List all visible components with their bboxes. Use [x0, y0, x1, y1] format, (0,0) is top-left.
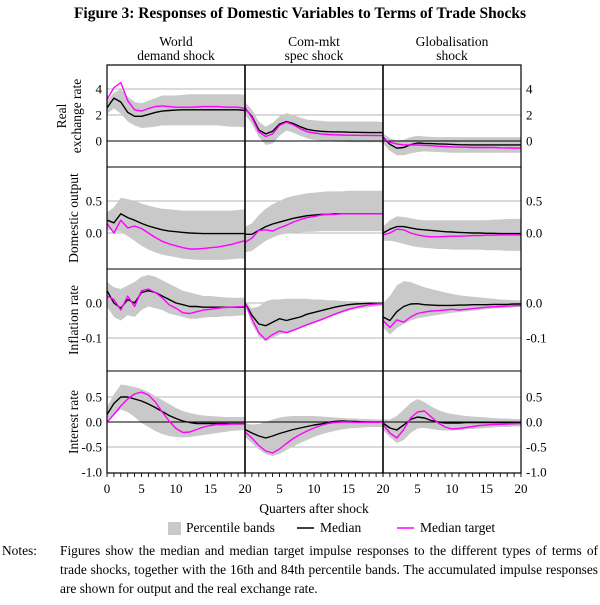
legend-item-1	[297, 520, 361, 535]
row-1	[66, 173, 542, 269]
row-0	[54, 79, 533, 167]
legend-band-swatch	[168, 522, 181, 535]
y-tick-left: 0.5	[85, 389, 102, 405]
row-label-0: Realexchange rate	[54, 78, 84, 154]
percentile-band-r3c2	[383, 399, 521, 443]
legend-label: Median	[320, 520, 362, 535]
notes	[0, 538, 600, 598]
y-tick-left: 4	[95, 81, 102, 97]
x-tick-label: 15	[342, 481, 355, 496]
y-tick-left: -1.0	[81, 464, 102, 480]
x-tick-label: 5	[138, 481, 145, 496]
column-header-0: World demand shock	[137, 34, 215, 63]
x-axis-label: Quarters after shock	[259, 501, 369, 516]
y-tick-left: -0.5	[81, 439, 102, 455]
legend-label: Median target	[420, 520, 496, 535]
percentile-band-r2c2	[383, 281, 521, 334]
row-3	[66, 385, 547, 480]
percentile-band-r1c1	[245, 191, 383, 252]
y-tick-left: 2	[95, 107, 102, 123]
column-header-1: Com-mkt spec shock	[284, 34, 344, 63]
legend-label: Percentile bands	[186, 520, 275, 535]
y-tick-left: 0.0	[85, 225, 102, 241]
percentile-band-r2c1	[245, 299, 383, 342]
row-label-3: Interest rate	[66, 389, 81, 455]
x-tick-label: 5	[414, 481, 421, 496]
x-tick-label: 10	[445, 481, 459, 496]
x-tick-label: 0	[103, 481, 111, 496]
y-tick-left: -0.1	[81, 330, 102, 346]
x-tick-label: 20	[514, 481, 528, 496]
row-label-1: Domestic output	[66, 173, 81, 263]
impulse-response-chart	[0, 26, 600, 538]
figure-title: Figure 3: Responses of Domestic Variables to Terms of Trade Shocks	[73, 5, 527, 22]
y-tick-right: 0.5	[526, 389, 543, 405]
y-tick-left: 0.0	[85, 295, 102, 311]
x-tick-label: 10	[307, 481, 321, 496]
y-tick-right: 0.0	[526, 414, 543, 430]
y-tick-right: 0.0	[526, 225, 543, 241]
x-tick-label: 5	[276, 481, 283, 496]
percentile-band-r1c0	[107, 198, 245, 260]
row-2	[66, 275, 547, 371]
x-tick-label: 20	[238, 481, 252, 496]
y-tick-right: -1.0	[526, 464, 547, 480]
y-tick-left: 0.5	[85, 193, 102, 209]
percentile-band-r3c0	[107, 385, 245, 438]
legend-item-2	[397, 520, 495, 535]
y-tick-right: 0.0	[526, 295, 543, 311]
percentile-band-r2c0	[107, 275, 245, 321]
y-tick-right: 4	[526, 81, 533, 97]
x-tick-label: 15	[204, 481, 217, 496]
y-tick-right: 0.5	[526, 193, 543, 209]
percentile-band-r0c1	[245, 102, 383, 145]
x-tick-label: 15	[480, 481, 493, 496]
y-tick-left: 0	[95, 133, 102, 149]
x-tick-label: 10	[169, 481, 183, 496]
legend-item-0	[168, 520, 275, 535]
notes-label: Notes:	[2, 543, 37, 558]
notes-text: Figures show the median and median target impulse responses to the different types of terms of trade shocks, together with the 16th and 84th percentile bands. The accumulated impulse responses are shown for output and the real exchange rate.	[60, 543, 598, 597]
y-tick-right: 2	[526, 107, 533, 123]
y-tick-right: 0	[526, 133, 533, 149]
y-tick-right: -0.5	[526, 439, 547, 455]
y-tick-left: 0.0	[85, 414, 102, 430]
y-tick-right: -0.1	[526, 330, 547, 346]
row-label-2: Inflation rate	[66, 284, 81, 356]
percentile-band-r0c0	[107, 89, 245, 128]
x-tick-label: 20	[376, 481, 390, 496]
column-header-2: Globalisation shock	[415, 34, 489, 63]
